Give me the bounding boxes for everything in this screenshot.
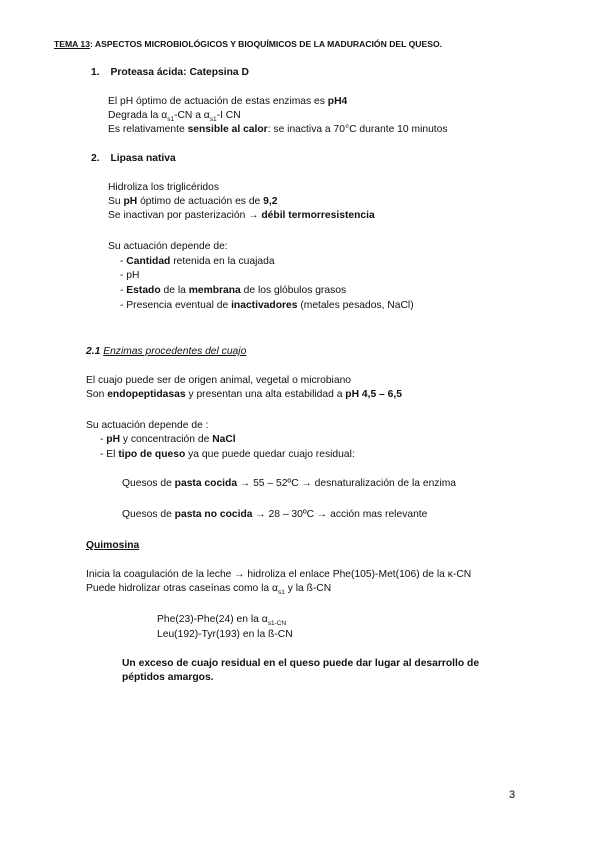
q2-post: → 28 – 30ºC → acción mas relevante: [252, 509, 428, 520]
section-2-1-heading: [86, 345, 246, 358]
tema-title: : ASPECTOS MICROBIOLÓGICOS Y BIOQUÍMICOS DE LA MADURACIÓN DEL QUESO.: [89, 39, 443, 49]
quim-l2-a: Puede hidrolizar otras caseínas como la α: [86, 583, 278, 594]
s2-bullet-1: [120, 255, 275, 268]
q1-post: → 55 – 52ºC → desnaturalización de la enzima: [237, 478, 457, 489]
s21-depends: Su actuación depende de :: [86, 420, 209, 431]
tema-label: TEMA 13: [54, 39, 90, 49]
s2-line-3: [108, 209, 375, 222]
bullet-mark: -: [120, 300, 127, 311]
s2-b3-post: de los glóbulos grasos: [240, 285, 347, 296]
s21-l2-bold1: endopeptidasas: [107, 389, 186, 400]
q2-bold: pasta no cocida: [174, 509, 253, 520]
s21-bullet-2: [100, 448, 355, 461]
q2-pre: Quesos de: [122, 509, 175, 520]
s2-b3-bold2: membrana: [188, 285, 241, 296]
s21-l2-bold2: pH 4,5 – 6,5: [345, 389, 402, 400]
q1-pre: Quesos de: [122, 478, 175, 489]
s1-sensible-line: [108, 123, 448, 136]
section-2-heading: [91, 152, 176, 165]
s2-line-2: [108, 195, 277, 208]
s21-queso-cocida: [122, 477, 456, 490]
s2-b3-bold1: Estado: [126, 285, 161, 296]
s2-bullet-4: [120, 299, 414, 312]
s2-l2-bold2: 9,2: [263, 196, 278, 207]
quim-excess-line-2: péptidos amargos.: [122, 672, 214, 683]
s1-ph-line: [108, 95, 347, 108]
page-title: [54, 38, 442, 51]
s21-line-2: [86, 388, 402, 401]
s1-sens-bold: sensible al calor: [187, 124, 268, 135]
s2-l2-pre: Su: [108, 196, 124, 207]
s21-b2-pre: El: [106, 449, 119, 460]
s2-l3-bold: débil termorresistencia: [261, 210, 375, 221]
quim-line-2: [86, 582, 331, 599]
s2-b4-pre: Presencia eventual de: [126, 300, 232, 311]
s2-b4-bold: inactivadores: [231, 300, 298, 311]
s1-degrada-sub1: s1: [167, 116, 175, 124]
section-1-number: 1.: [91, 67, 100, 78]
bullet-mark: -: [100, 449, 107, 460]
s1-degrada-b: -CN a α: [174, 110, 210, 121]
s2-l2-bold1: pH: [123, 196, 138, 207]
s2-line-1: Hidroliza los triglicéridos: [108, 182, 220, 193]
s1-ph-value: pH4: [327, 96, 348, 107]
q1-bold: pasta cocida: [174, 478, 238, 489]
section-2-number: 2.: [91, 153, 100, 164]
s21-b2-bold: tipo de queso: [118, 449, 186, 460]
s21-b1-bold2: NaCl: [212, 434, 236, 445]
s1-degrada-sub2: s1: [209, 116, 217, 124]
bullet-mark: -: [100, 434, 107, 445]
s2-b2-text: pH: [126, 270, 140, 281]
section-2-title: Lipasa nativa: [110, 153, 176, 164]
s2-bullet-2: [120, 269, 139, 282]
section-2-1-title: Enzimas procedentes del cuajo: [103, 346, 247, 357]
s2-depends: Su actuación depende de:: [108, 241, 228, 252]
quim-p1-a: Phe(23)-Phe(24) en la α: [157, 614, 268, 625]
s2-b4-post: (metales pesados, NaCl): [297, 300, 414, 311]
quimosina-heading: Quimosina: [86, 540, 140, 551]
s21-queso-no-cocida: [122, 508, 427, 521]
s1-degrada-c: -I CN: [216, 110, 241, 121]
s2-b3-mid: de la: [160, 285, 189, 296]
s2-bullet-3: [120, 284, 346, 297]
s21-l2-mid: y presentan una alta estabilidad a: [185, 389, 346, 400]
quim-p1-sub: s1-CN: [267, 620, 287, 628]
s1-sens-pre: Es relativamente: [108, 124, 188, 135]
s1-ph-text: El pH óptimo de actuación de estas enzimas es: [108, 96, 328, 107]
page-number: 3: [509, 789, 516, 801]
s2-l3-pre: Se inactivan por pasterización →: [108, 210, 262, 221]
s1-sens-post: : se inactiva a 70°C durante 10 minutos: [267, 124, 448, 135]
quim-peptide-2: Leu(192)-Tyr(193) en la ß-CN: [157, 629, 293, 640]
s21-b1-bold1: pH: [106, 434, 121, 445]
section-1-title: Proteasa ácida: Catepsina D: [110, 67, 249, 78]
s2-l2-mid: óptimo de actuación es de: [137, 196, 264, 207]
quim-l2-sub: s1: [277, 589, 285, 597]
s21-l2-pre: Son: [86, 389, 108, 400]
quim-l2-b: y la ß-CN: [284, 583, 332, 594]
quim-line-1: Inicia la coagulación de la leche → hidroliza el enlace Phe(105)-Met(106) de la κ-CN: [86, 569, 472, 580]
s2-b1-bold: Cantidad: [126, 256, 171, 267]
s2-b1-text: retenida en la cuajada: [170, 256, 275, 267]
section-2-1-number: 2.1: [86, 346, 101, 357]
s21-line-1: El cuajo puede ser de origen animal, vegetal o microbiano: [86, 375, 352, 386]
s21-b2-post: ya que puede quedar cuajo residual:: [185, 449, 355, 460]
bullet-mark: -: [120, 270, 127, 281]
bullet-mark: -: [120, 285, 127, 296]
s1-degrada-a: Degrada la α: [108, 110, 168, 121]
section-1-heading: [91, 66, 249, 79]
bullet-mark: -: [120, 256, 127, 267]
s21-bullet-1: [100, 433, 236, 446]
s21-b1-mid: y concentración de: [120, 434, 213, 445]
quim-excess-line-1: Un exceso de cuajo residual en el queso puede dar lugar al desarrollo de: [122, 658, 480, 669]
